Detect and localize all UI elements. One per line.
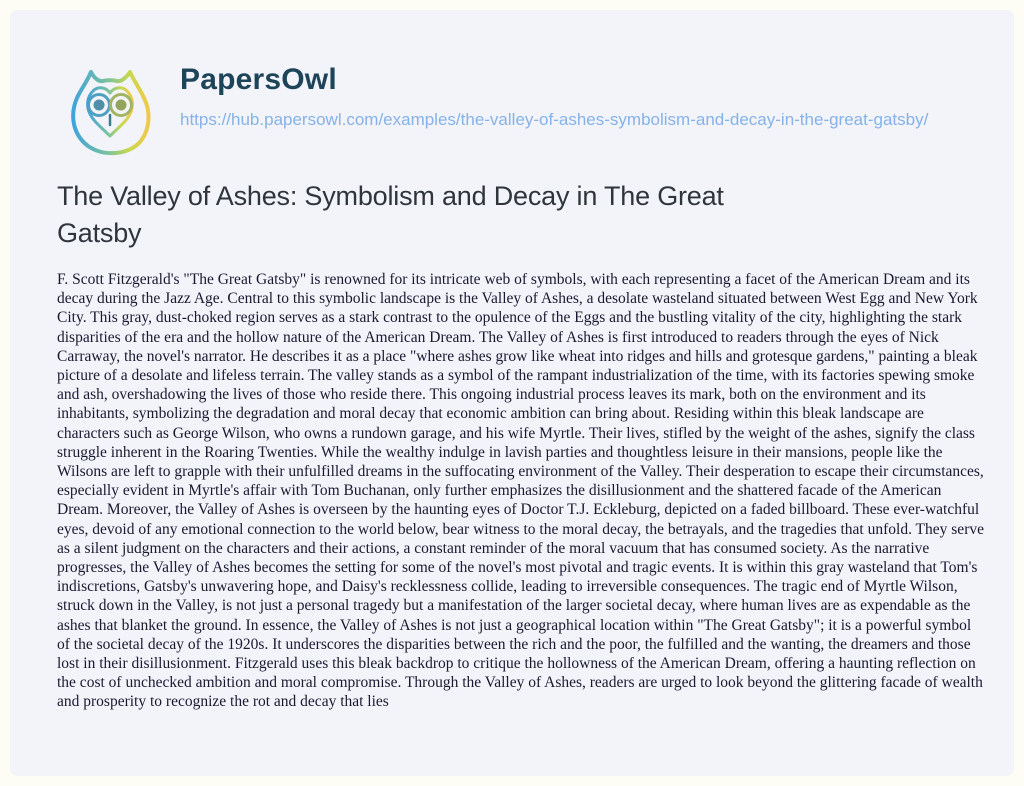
brand-name: PapersOwl: [180, 63, 337, 96]
article-body-text: F. Scott Fitzgerald's "The Great Gatsby" is renowned for its intricate web of symbols, with each representing a facet of the American Dream and its decay during the Jazz Age. Central to this symbolic landscape is the Valley of Ashes, a desolate wasteland situated between West Egg and New York City. This gray, dust-choked region serves as a stark contrast to the opulence of the Eggs and the bustling vitality of the city, highlighting the stark disparities of the era and the hollow nature of the American Dream. The Valley of Ashes is first introduced to readers through the eyes of Nick Carraway, the novel's narrator. He describes it as a place "where ashes grow like wheat into ridges and hills and grotesque gardens," painting a bleak picture of a desolate and lifeless terrain. The valley stands as a symbol of the rampant industrialization of the time, with its factories spewing smoke and ash, overshadowing the lives of those who reside there. This ongoing industrial process leaves its mark, both on the environment and its inhabitants, symbolizing the degradation and moral decay that economic ambition can bring about. Residing within this bleak landscape are characters such as George Wilson, who owns a rundown garage, and his wife Myrtle. Their lives, stifled by the weight of the ashes, signify the class struggle inherent in the Roaring Twenties. While the wealthy indulge in lavish parties and thoughtless leisure in their mansions, people like the Wilsons are left to grapple with their unfulfilled dreams in the suffocating environment of the Valley. Their desperation to escape their circumstances, especially evident in Myrtle's affair with Tom Buchanan, only further emphasizes the disillusionment and the shattered facade of the American Dream. Moreover, the Valley of Ashes is overseen by the haunting eyes of Doctor T.J. Eckleburg, depicted on a faded billboard. These ever-watchful eyes, devoid of any emotional connection to the world below, bear witness to the moral decay, the betrayals, and the tragedies that unfold. They serve as a silent judgment on the characters and their actions, a constant reminder of the moral vacuum that has consumed society. As the narrative progresses, the Valley of Ashes becomes the setting for some of the novel's most pivotal and tragic events. It is within this gray wasteland that Tom's indiscretions, Gatsby's unwavering hope, and Daisy's recklessness collide, leading to irreversible consequences. The tragic end of Myrtle Wilson, struck down in the Valley, is not just a personal tragedy but a manifestation of the larger societal decay, where human lives are as expendable as the ashes that blanket the ground. In essence, the Valley of Ashes is not just a geographical location within "The Great Gatsby"; it is a powerful symbol of the societal decay of the 1920s. It underscores the disparities between the rich and the poor, the fulfilled and the wanting, the dreamers and those lost in their disillusionment. Fitzgerald uses this bleak backdrop to critique the hollowness of the American Dream, offering a haunting reflection on the cost of unchecked ambition and moral compromise. Through the Valley of Ashes, readers are urged to look beyond the glittering facade of wealth and prosperity to recognize the rot and decay that lies: [57, 271, 984, 711]
article-title: The Valley of Ashes: Symbolism and Decay in The Great Gatsby: [57, 181, 724, 248]
document-page: [10, 10, 1014, 776]
page-url-link[interactable]: https://hub.papersowl.com/examples/the-valley-of-ashes-symbolism-and-decay-in-the-great-gatsby/: [180, 110, 929, 129]
brand-block: [180, 62, 928, 134]
papersowl-owl-logo-icon: [60, 62, 160, 162]
header: [57, 10, 987, 162]
